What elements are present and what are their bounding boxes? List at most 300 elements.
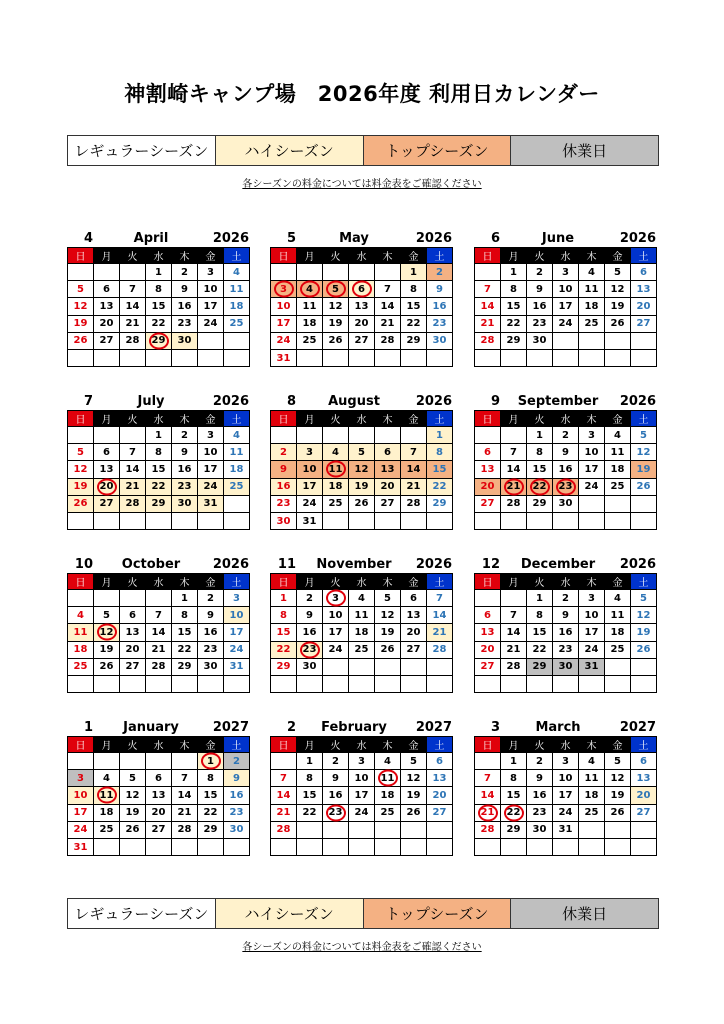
day-cell[interactable]: 12	[375, 607, 401, 624]
day-cell[interactable]: 12	[68, 298, 94, 315]
day-cell[interactable]: 14	[146, 624, 172, 641]
day-cell[interactable]: 4	[68, 607, 94, 624]
day-cell[interactable]: 7	[475, 281, 501, 298]
day-cell[interactable]: 25	[68, 658, 94, 675]
day-cell[interactable]: 24	[349, 804, 375, 821]
day-cell[interactable]: 2	[271, 444, 297, 461]
day-cell[interactable]: 15	[501, 787, 527, 804]
day-cell[interactable]: 30	[527, 332, 553, 349]
day-cell[interactable]: 17	[198, 298, 224, 315]
day-cell[interactable]: 18	[323, 478, 349, 495]
day-cell[interactable]: 11	[605, 607, 631, 624]
day-cell[interactable]: 18	[224, 298, 250, 315]
day-cell[interactable]: 22	[527, 478, 553, 495]
day-cell[interactable]: 25	[224, 315, 250, 332]
day-cell[interactable]: 10	[579, 607, 605, 624]
day-cell[interactable]: 16	[553, 624, 579, 641]
day-cell[interactable]: 17	[224, 624, 250, 641]
day-cell[interactable]: 18	[297, 315, 323, 332]
day-cell[interactable]: 2	[323, 753, 349, 770]
day-cell[interactable]: 31	[579, 658, 605, 675]
day-cell[interactable]: 6	[475, 607, 501, 624]
day-cell[interactable]: 20	[427, 787, 453, 804]
day-cell[interactable]: 13	[427, 770, 453, 787]
day-cell[interactable]: 26	[349, 495, 375, 512]
day-cell[interactable]: 15	[146, 298, 172, 315]
day-cell[interactable]: 16	[172, 298, 198, 315]
day-cell[interactable]: 30	[172, 495, 198, 512]
day-cell[interactable]: 10	[579, 444, 605, 461]
day-cell[interactable]: 16	[297, 624, 323, 641]
day-cell[interactable]: 22	[527, 641, 553, 658]
day-cell[interactable]: 8	[146, 444, 172, 461]
day-cell[interactable]: 19	[631, 461, 657, 478]
day-cell[interactable]: 1	[427, 427, 453, 444]
day-cell[interactable]: 9	[527, 770, 553, 787]
day-cell[interactable]: 25	[94, 821, 120, 838]
day-cell[interactable]: 28	[120, 495, 146, 512]
day-cell[interactable]: 14	[501, 624, 527, 641]
day-cell[interactable]: 7	[501, 444, 527, 461]
day-cell[interactable]: 27	[120, 658, 146, 675]
day-cell[interactable]: 15	[427, 461, 453, 478]
day-cell[interactable]: 4	[375, 753, 401, 770]
day-cell[interactable]: 31	[224, 658, 250, 675]
day-cell[interactable]: 14	[172, 787, 198, 804]
day-cell[interactable]: 24	[553, 804, 579, 821]
day-cell[interactable]: 13	[401, 607, 427, 624]
day-cell[interactable]: 31	[553, 821, 579, 838]
day-cell[interactable]: 23	[553, 478, 579, 495]
day-cell[interactable]: 17	[553, 298, 579, 315]
day-cell[interactable]: 20	[475, 641, 501, 658]
day-cell[interactable]: 28	[501, 495, 527, 512]
day-cell[interactable]: 9	[198, 607, 224, 624]
day-cell[interactable]: 24	[68, 821, 94, 838]
day-cell[interactable]: 12	[401, 770, 427, 787]
day-cell[interactable]: 21	[375, 315, 401, 332]
day-cell[interactable]: 22	[198, 804, 224, 821]
day-cell[interactable]: 20	[120, 641, 146, 658]
day-cell[interactable]: 18	[94, 804, 120, 821]
day-cell[interactable]: 12	[605, 770, 631, 787]
day-cell[interactable]: 13	[94, 461, 120, 478]
day-cell[interactable]: 10	[553, 281, 579, 298]
day-cell[interactable]: 2	[553, 590, 579, 607]
day-cell[interactable]: 5	[605, 264, 631, 281]
day-cell[interactable]: 9	[297, 607, 323, 624]
day-cell[interactable]: 25	[579, 315, 605, 332]
day-cell[interactable]: 7	[475, 770, 501, 787]
day-cell[interactable]: 9	[323, 770, 349, 787]
day-cell[interactable]: 9	[172, 444, 198, 461]
day-cell[interactable]: 18	[579, 787, 605, 804]
day-cell[interactable]: 6	[375, 444, 401, 461]
day-cell[interactable]: 21	[501, 478, 527, 495]
day-cell[interactable]: 29	[427, 495, 453, 512]
day-cell[interactable]: 21	[501, 641, 527, 658]
day-cell[interactable]: 9	[224, 770, 250, 787]
day-cell[interactable]: 6	[146, 770, 172, 787]
day-cell[interactable]: 16	[323, 787, 349, 804]
day-cell[interactable]: 20	[375, 478, 401, 495]
day-cell[interactable]: 6	[349, 281, 375, 298]
day-cell[interactable]: 22	[146, 315, 172, 332]
day-cell[interactable]: 13	[631, 770, 657, 787]
day-cell[interactable]: 12	[605, 281, 631, 298]
day-cell[interactable]: 14	[120, 461, 146, 478]
day-cell[interactable]: 18	[579, 298, 605, 315]
day-cell[interactable]: 30	[172, 332, 198, 349]
day-cell[interactable]: 28	[501, 658, 527, 675]
day-cell[interactable]: 11	[323, 461, 349, 478]
day-cell[interactable]: 19	[68, 478, 94, 495]
day-cell[interactable]: 11	[224, 444, 250, 461]
day-cell[interactable]: 22	[172, 641, 198, 658]
day-cell[interactable]: 16	[172, 461, 198, 478]
day-cell[interactable]: 29	[172, 658, 198, 675]
day-cell[interactable]: 4	[605, 427, 631, 444]
day-cell[interactable]: 10	[349, 770, 375, 787]
day-cell[interactable]: 9	[553, 444, 579, 461]
day-cell[interactable]: 24	[198, 478, 224, 495]
day-cell[interactable]: 16	[427, 298, 453, 315]
day-cell[interactable]: 27	[631, 315, 657, 332]
day-cell[interactable]: 10	[553, 770, 579, 787]
day-cell[interactable]: 30	[297, 658, 323, 675]
day-cell[interactable]: 18	[349, 624, 375, 641]
day-cell[interactable]: 24	[579, 478, 605, 495]
day-cell[interactable]: 19	[605, 787, 631, 804]
day-cell[interactable]: 3	[579, 427, 605, 444]
day-cell[interactable]: 11	[579, 281, 605, 298]
day-cell[interactable]: 27	[475, 495, 501, 512]
day-cell[interactable]: 2	[224, 753, 250, 770]
day-cell[interactable]: 31	[271, 349, 297, 366]
day-cell[interactable]: 28	[375, 332, 401, 349]
day-cell[interactable]: 11	[375, 770, 401, 787]
day-cell[interactable]: 27	[475, 658, 501, 675]
day-cell[interactable]: 19	[401, 787, 427, 804]
day-cell[interactable]: 26	[401, 804, 427, 821]
day-cell[interactable]: 12	[631, 444, 657, 461]
day-cell[interactable]: 14	[271, 787, 297, 804]
day-cell[interactable]: 1	[172, 590, 198, 607]
day-cell[interactable]: 8	[401, 281, 427, 298]
day-cell[interactable]: 7	[120, 444, 146, 461]
day-cell[interactable]: 1	[271, 590, 297, 607]
day-cell[interactable]: 20	[94, 315, 120, 332]
day-cell[interactable]: 6	[120, 607, 146, 624]
day-cell[interactable]: 15	[501, 298, 527, 315]
day-cell[interactable]: 10	[323, 607, 349, 624]
day-cell[interactable]: 6	[94, 444, 120, 461]
day-cell[interactable]: 17	[271, 315, 297, 332]
day-cell[interactable]: 2	[527, 264, 553, 281]
day-cell[interactable]: 11	[224, 281, 250, 298]
day-cell[interactable]: 8	[501, 281, 527, 298]
day-cell[interactable]: 30	[427, 332, 453, 349]
day-cell[interactable]: 10	[271, 298, 297, 315]
day-cell[interactable]: 9	[427, 281, 453, 298]
day-cell[interactable]: 1	[527, 590, 553, 607]
day-cell[interactable]: 5	[631, 427, 657, 444]
day-cell[interactable]: 22	[427, 478, 453, 495]
day-cell[interactable]: 20	[146, 804, 172, 821]
day-cell[interactable]: 17	[579, 624, 605, 641]
day-cell[interactable]: 23	[527, 804, 553, 821]
day-cell[interactable]: 15	[401, 298, 427, 315]
day-cell[interactable]: 13	[120, 624, 146, 641]
day-cell[interactable]: 11	[94, 787, 120, 804]
day-cell[interactable]: 13	[375, 461, 401, 478]
day-cell[interactable]: 18	[224, 461, 250, 478]
day-cell[interactable]: 16	[198, 624, 224, 641]
day-cell[interactable]: 18	[605, 461, 631, 478]
day-cell[interactable]: 3	[297, 444, 323, 461]
day-cell[interactable]: 17	[323, 624, 349, 641]
day-cell[interactable]: 9	[271, 461, 297, 478]
day-cell[interactable]: 25	[579, 804, 605, 821]
day-cell[interactable]: 16	[271, 478, 297, 495]
day-cell[interactable]: 12	[631, 607, 657, 624]
day-cell[interactable]: 5	[401, 753, 427, 770]
day-cell[interactable]: 14	[427, 607, 453, 624]
day-cell[interactable]: 29	[146, 495, 172, 512]
day-cell[interactable]: 28	[172, 821, 198, 838]
day-cell[interactable]: 5	[349, 444, 375, 461]
day-cell[interactable]: 21	[475, 315, 501, 332]
day-cell[interactable]: 8	[198, 770, 224, 787]
day-cell[interactable]: 13	[94, 298, 120, 315]
day-cell[interactable]: 10	[198, 444, 224, 461]
day-cell[interactable]: 3	[579, 590, 605, 607]
day-cell[interactable]: 11	[605, 444, 631, 461]
day-cell[interactable]: 11	[297, 298, 323, 315]
day-cell[interactable]: 12	[68, 461, 94, 478]
day-cell[interactable]: 5	[68, 444, 94, 461]
day-cell[interactable]: 25	[297, 332, 323, 349]
day-cell[interactable]: 25	[375, 804, 401, 821]
day-cell[interactable]: 1	[501, 753, 527, 770]
day-cell[interactable]: 17	[349, 787, 375, 804]
day-cell[interactable]: 28	[427, 641, 453, 658]
day-cell[interactable]: 26	[605, 804, 631, 821]
day-cell[interactable]: 9	[553, 607, 579, 624]
day-cell[interactable]: 16	[527, 787, 553, 804]
day-cell[interactable]: 27	[427, 804, 453, 821]
day-cell[interactable]: 2	[198, 590, 224, 607]
day-cell[interactable]: 6	[401, 590, 427, 607]
day-cell[interactable]: 23	[224, 804, 250, 821]
day-cell[interactable]: 25	[605, 478, 631, 495]
day-cell[interactable]: 25	[323, 495, 349, 512]
day-cell[interactable]: 28	[401, 495, 427, 512]
day-cell[interactable]: 17	[297, 478, 323, 495]
day-cell[interactable]: 26	[631, 641, 657, 658]
day-cell[interactable]: 15	[198, 787, 224, 804]
day-cell[interactable]: 3	[68, 770, 94, 787]
day-cell[interactable]: 5	[94, 607, 120, 624]
day-cell[interactable]: 29	[501, 332, 527, 349]
day-cell[interactable]: 20	[349, 315, 375, 332]
day-cell[interactable]: 18	[375, 787, 401, 804]
price-note-top[interactable]: 各シーズンの料金については料金表をご確認ください	[242, 179, 482, 190]
day-cell[interactable]: 4	[579, 753, 605, 770]
day-cell[interactable]: 17	[553, 787, 579, 804]
day-cell[interactable]: 27	[94, 332, 120, 349]
day-cell[interactable]: 26	[323, 332, 349, 349]
day-cell[interactable]: 25	[349, 641, 375, 658]
day-cell[interactable]: 3	[323, 590, 349, 607]
day-cell[interactable]: 26	[68, 332, 94, 349]
day-cell[interactable]: 4	[605, 590, 631, 607]
day-cell[interactable]: 14	[120, 298, 146, 315]
day-cell[interactable]: 2	[427, 264, 453, 281]
day-cell[interactable]: 29	[146, 332, 172, 349]
day-cell[interactable]: 13	[349, 298, 375, 315]
day-cell[interactable]: 1	[297, 753, 323, 770]
day-cell[interactable]: 7	[146, 607, 172, 624]
day-cell[interactable]: 29	[527, 495, 553, 512]
day-cell[interactable]: 8	[297, 770, 323, 787]
day-cell[interactable]: 17	[68, 804, 94, 821]
day-cell[interactable]: 26	[375, 641, 401, 658]
day-cell[interactable]: 13	[475, 461, 501, 478]
day-cell[interactable]: 29	[198, 821, 224, 838]
day-cell[interactable]: 4	[323, 444, 349, 461]
day-cell[interactable]: 19	[631, 624, 657, 641]
day-cell[interactable]: 5	[631, 590, 657, 607]
day-cell[interactable]: 26	[120, 821, 146, 838]
day-cell[interactable]: 7	[375, 281, 401, 298]
day-cell[interactable]: 31	[198, 495, 224, 512]
day-cell[interactable]: 31	[297, 512, 323, 529]
day-cell[interactable]: 13	[475, 624, 501, 641]
day-cell[interactable]: 28	[475, 332, 501, 349]
day-cell[interactable]: 28	[271, 821, 297, 838]
day-cell[interactable]: 8	[527, 607, 553, 624]
day-cell[interactable]: 23	[527, 315, 553, 332]
day-cell[interactable]: 16	[527, 298, 553, 315]
day-cell[interactable]: 1	[527, 427, 553, 444]
day-cell[interactable]: 6	[427, 753, 453, 770]
day-cell[interactable]: 2	[553, 427, 579, 444]
day-cell[interactable]: 21	[120, 315, 146, 332]
day-cell[interactable]: 20	[401, 624, 427, 641]
day-cell[interactable]: 17	[579, 461, 605, 478]
day-cell[interactable]: 19	[68, 315, 94, 332]
day-cell[interactable]: 4	[297, 281, 323, 298]
day-cell[interactable]: 8	[271, 607, 297, 624]
day-cell[interactable]: 23	[172, 315, 198, 332]
day-cell[interactable]: 28	[146, 658, 172, 675]
day-cell[interactable]: 23	[323, 804, 349, 821]
day-cell[interactable]: 26	[94, 658, 120, 675]
day-cell[interactable]: 27	[401, 641, 427, 658]
day-cell[interactable]: 15	[172, 624, 198, 641]
day-cell[interactable]: 5	[323, 281, 349, 298]
day-cell[interactable]: 15	[527, 624, 553, 641]
day-cell[interactable]: 1	[198, 753, 224, 770]
day-cell[interactable]: 19	[349, 478, 375, 495]
day-cell[interactable]: 7	[501, 607, 527, 624]
day-cell[interactable]: 7	[271, 770, 297, 787]
day-cell[interactable]: 29	[527, 658, 553, 675]
day-cell[interactable]: 23	[172, 478, 198, 495]
day-cell[interactable]: 24	[323, 641, 349, 658]
day-cell[interactable]: 14	[475, 787, 501, 804]
day-cell[interactable]: 22	[271, 641, 297, 658]
day-cell[interactable]: 10	[297, 461, 323, 478]
day-cell[interactable]: 10	[224, 607, 250, 624]
day-cell[interactable]: 29	[401, 332, 427, 349]
day-cell[interactable]: 4	[224, 264, 250, 281]
day-cell[interactable]: 4	[224, 427, 250, 444]
day-cell[interactable]: 22	[146, 478, 172, 495]
day-cell[interactable]: 11	[68, 624, 94, 641]
day-cell[interactable]: 19	[94, 641, 120, 658]
day-cell[interactable]: 23	[297, 641, 323, 658]
day-cell[interactable]: 19	[120, 804, 146, 821]
day-cell[interactable]: 22	[401, 315, 427, 332]
day-cell[interactable]: 6	[475, 444, 501, 461]
day-cell[interactable]: 18	[605, 624, 631, 641]
day-cell[interactable]: 21	[120, 478, 146, 495]
day-cell[interactable]: 27	[375, 495, 401, 512]
day-cell[interactable]: 27	[349, 332, 375, 349]
day-cell[interactable]: 8	[172, 607, 198, 624]
day-cell[interactable]: 14	[475, 298, 501, 315]
day-cell[interactable]: 29	[501, 821, 527, 838]
day-cell[interactable]: 20	[475, 478, 501, 495]
day-cell[interactable]: 21	[427, 624, 453, 641]
day-cell[interactable]: 21	[401, 478, 427, 495]
day-cell[interactable]: 14	[375, 298, 401, 315]
day-cell[interactable]: 24	[271, 332, 297, 349]
day-cell[interactable]: 30	[271, 512, 297, 529]
day-cell[interactable]: 27	[146, 821, 172, 838]
day-cell[interactable]: 2	[172, 427, 198, 444]
day-cell[interactable]: 10	[68, 787, 94, 804]
day-cell[interactable]: 30	[198, 658, 224, 675]
day-cell[interactable]: 24	[224, 641, 250, 658]
day-cell[interactable]: 20	[631, 298, 657, 315]
day-cell[interactable]: 15	[271, 624, 297, 641]
day-cell[interactable]: 23	[198, 641, 224, 658]
day-cell[interactable]: 4	[94, 770, 120, 787]
day-cell[interactable]: 28	[120, 332, 146, 349]
day-cell[interactable]: 7	[172, 770, 198, 787]
day-cell[interactable]: 15	[527, 461, 553, 478]
day-cell[interactable]: 19	[323, 315, 349, 332]
day-cell[interactable]: 9	[527, 281, 553, 298]
day-cell[interactable]: 23	[553, 641, 579, 658]
day-cell[interactable]: 5	[605, 753, 631, 770]
day-cell[interactable]: 6	[94, 281, 120, 298]
day-cell[interactable]: 30	[527, 821, 553, 838]
day-cell[interactable]: 5	[68, 281, 94, 298]
day-cell[interactable]: 18	[68, 641, 94, 658]
day-cell[interactable]: 14	[501, 461, 527, 478]
day-cell[interactable]: 21	[475, 804, 501, 821]
day-cell[interactable]: 3	[271, 281, 297, 298]
day-cell[interactable]: 2	[297, 590, 323, 607]
day-cell[interactable]: 28	[475, 821, 501, 838]
day-cell[interactable]: 11	[579, 770, 605, 787]
day-cell[interactable]: 30	[553, 658, 579, 675]
day-cell[interactable]: 3	[224, 590, 250, 607]
